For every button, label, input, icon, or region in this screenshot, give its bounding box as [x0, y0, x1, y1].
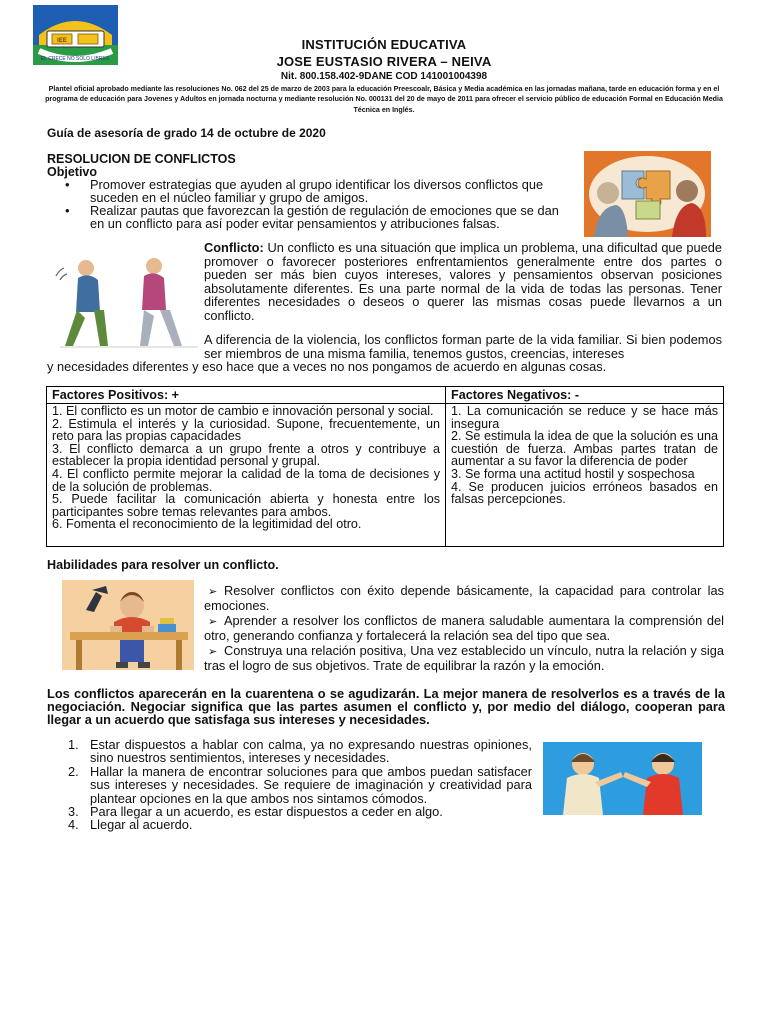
- positive-item: 3. El conflicto demarca a un grupo frente a otros y contribuye a establecer la propia identidad personal y grupal.: [52, 441, 440, 469]
- student-desk-image: [62, 580, 194, 670]
- objective-item: • Realizar pautas que favorezcan la gestión de regulación de emociones que se dan en un conflicto para así poder evitar pensamientos y atribuciones falsas.: [63, 204, 573, 230]
- step-text: Estar dispuestos a hablar con calma, ya no expresando nuestras opiniones, sino nuestros sentimientos, intereses y necesidades.: [90, 737, 532, 766]
- objective-item: • Promover estrategias que ayuden al grupo identificar los diversos conflictos que suceden en el núcleo familiar y grupo de amigos.: [63, 178, 573, 204]
- arrow-bullet-icon: ➢: [208, 645, 218, 658]
- crest-letters: IEE: [57, 38, 67, 44]
- positive-cell: [47, 404, 446, 547]
- institution-title: INSTITUCIÓN EDUCATIVA: [301, 37, 467, 52]
- step-number: 1.: [68, 737, 79, 752]
- step-text: Hallar la manera de encontrar soluciones para que ambos puedan satisfacer sus intereses y necesidades. Se requiere de imaginación y creatividad para plantear opciones en la que ambos nos sintamos cómodos.: [90, 763, 532, 806]
- skill-text: Resolver conflictos con éxito depende básicamente, la capacidad para controlar las emociones.: [204, 583, 724, 614]
- nit-line: Nit. 800.158.402-9DANE COD 141001004398: [280, 71, 488, 82]
- walking-men-image: [48, 250, 198, 350]
- skill-item: [204, 614, 724, 643]
- crest-motto: EL CRECE NO SOLO LIBRES: [40, 56, 110, 62]
- positive-item: 6. Fomenta el reconocimiento de la legitimidad del otro.: [52, 517, 362, 532]
- negative-item: 2. Se estimula la idea de que la solución es una cuestión de fuerza. Ambas partes tratan de aumentar a su favor la diferencia de poder: [451, 429, 718, 469]
- objectives-list: [63, 178, 573, 230]
- skill-item: [204, 584, 724, 613]
- negative-item: 4. Se producen juicios erróneos basados en falsas percepciones.: [451, 479, 718, 507]
- step-number: 2.: [68, 763, 79, 779]
- positive-item: 1. El conflicto es un motor de cambio e innovación personal y social.: [52, 404, 434, 418]
- negative-item: 3. Se forma una actitud hostil y sospechosa: [451, 466, 695, 481]
- violence-paragraph: A diferencia de la violencia, los conflictos forman parte de la vida familiar. Si bien podemos ser miembros de una misma familia, tenemos gustos, creencias, intereses: [204, 332, 722, 361]
- conflict-text: Un conflicto es una situación que implica un problema, una dificultad que puede promover o favorecer posteriores enfrentamientos generalmente entre dos partes o pueden ser más bien cuyos intereses, valores y pensamientos observan posiciones absolutamente diferentes. Es una parte normal de la vida de todas las personas. Tener diferentes necesidades o deseos o querer las mismas cosas puede llevarnos a un conflicto.: [204, 240, 722, 323]
- step-text: Para llegar a un acuerdo, es estar dispuestos a ceder en algo.: [90, 804, 443, 820]
- step-item: [47, 738, 532, 765]
- skills-list: [204, 584, 724, 673]
- negative-header: Factores Negativos: -: [446, 387, 724, 404]
- section-title: RESOLUCION DE CONFLICTOS: [47, 152, 236, 166]
- step-number: 4.: [68, 817, 79, 833]
- school-name: JOSE EUSTASIO RIVERA – NEIVA: [276, 54, 492, 69]
- negotiation-paragraph: Los conflictos aparecerán en la cuarentena o se agudizarán. La mejor manera de resolverlos es a través de la negociación. Negociar significa que las partes asumen el conflicto y, por medio del diálogo, cooperan para llegar a un acuerdo que satisfaga sus intereses y necesidades.: [47, 686, 725, 728]
- positive-item: 4. El conflicto permite mejorar la calidad de la toma de decisiones y de la solución de problemas.: [52, 466, 440, 494]
- resolution-note: Plantel oficial aprobado mediante las resoluciones No. 062 del 25 de marzo de 2003 para la educación Preescoalr, Básica y Media académica en las jornadas mañana, tarde en educación forma y en el programa de educación para Jovenes y Adultos en jornada nocturna y mediante resolución No. 000131 del 20 de mayo de 2011 para ofrecer el servicio público de educación Formal en Educación Media Técnica en Inglés.: [45, 85, 723, 114]
- step-item: [47, 818, 532, 831]
- step-number: 3.: [68, 804, 79, 820]
- positive-item: 2. Estimula el interés y la curiosidad. Supone, frecuentemente, un reto para las propias capacidades: [52, 416, 440, 444]
- objective-title: Objetivo: [47, 165, 98, 179]
- step-item: [47, 765, 532, 805]
- positive-item: 5. Puede facilitar la comunicación abierta y honesta entre los participantes sobre temas relevantes para ambos.: [52, 492, 440, 519]
- steps-list: [47, 738, 532, 832]
- factors-table: [46, 386, 724, 547]
- skills-title: Habilidades para resolver un conflicto.: [47, 558, 279, 572]
- skill-text: Construya una relación positiva, Una vez establecido un vínculo, nutra la relación y siga tras el logro de sus objetivos. Trate de equilibrar la razón y la emoción.: [204, 642, 724, 674]
- arrow-bullet-icon: ➢: [208, 615, 218, 628]
- step-item: [47, 805, 532, 818]
- skill-text: Aprender a resolver los conflictos de manera saludable aumentara la comprensión del otro, generando confianza y fortalecerá la relación sea del tipo que sea.: [204, 612, 724, 644]
- conflict-term: Conflicto:: [204, 240, 264, 255]
- negative-cell: [446, 404, 724, 547]
- puzzle-people-image: [584, 151, 711, 237]
- conflict-definition: [204, 241, 722, 323]
- step-text: Llegar al acuerdo.: [90, 817, 193, 833]
- guide-line: Guía de asesoría de grado 14 de octubre de 2020: [47, 126, 326, 140]
- negative-item: 1. La comunicación se reduce y se hace más insegura: [451, 404, 718, 431]
- violence-paragraph-continued: y necesidades diferentes y eso hace que a veces no nos pongamos de acuerdo en algunas cosas.: [47, 359, 607, 374]
- skill-item: [204, 644, 724, 673]
- positive-header: Factores Positivos: +: [47, 387, 446, 404]
- arguing-men-image: [543, 742, 702, 815]
- arrow-bullet-icon: ➢: [208, 586, 218, 598]
